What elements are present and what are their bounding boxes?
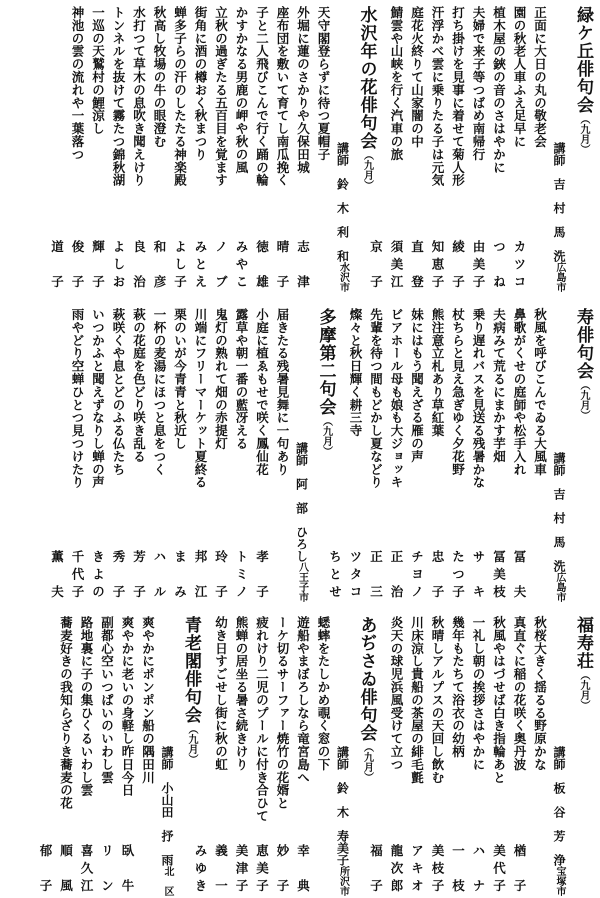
- haiku-author: 忠 子: [430, 549, 445, 602]
- club-title-column: [570, 616, 596, 896]
- leader-city: 宝塚市: [554, 866, 565, 896]
- haiku-text: ーケ切るサーファー焼竹の花婿と: [275, 616, 290, 810]
- haiku-text: 川床涼し貴船の茶屋の緋毛氈: [409, 616, 425, 784]
- club-leader: [551, 452, 568, 602]
- haiku-author: 郁 子: [38, 843, 53, 896]
- haiku-text: 幼き日すごせし街に秋の虹: [213, 616, 229, 771]
- haiku-author: ツタコ: [348, 549, 363, 602]
- haiku-text: 萩咲くや息とどのふる仏たち: [111, 308, 126, 476]
- haiku-column: [193, 616, 231, 896]
- haiku-column: [49, 6, 88, 292]
- tier-middle: [0, 308, 600, 602]
- haiku-author: 正 三: [368, 549, 384, 602]
- haiku-text: 一巡の天鷲村の鯉涼し: [90, 6, 106, 135]
- haiku-author: 正 治: [389, 549, 404, 602]
- club-leader: [551, 142, 568, 292]
- club-title: 多摩第二句会: [315, 308, 336, 416]
- haiku-club: [327, 308, 597, 602]
- haiku-text: 汗浮かべ雲に乗りたる子は元気: [430, 6, 445, 187]
- club-title-column: [178, 616, 204, 896]
- haiku-text: 蟋蟀をたしかめ覗く窓の下: [316, 616, 331, 771]
- tier-top: [0, 6, 600, 292]
- haiku-text: 植木屋の鋏の音のさはやかに: [491, 6, 507, 174]
- club-title: 寿俳句会: [573, 308, 593, 380]
- club-title-column: [570, 308, 596, 602]
- leader-name: 講師 吉 村 馬 洗: [552, 452, 566, 572]
- haiku-text: 萩の花庭を色どり咲き乱る: [131, 308, 147, 463]
- haiku-author: 美津子: [234, 843, 249, 896]
- club-title-column: [354, 616, 380, 896]
- haiku-text: 神池の雲の流れや一葉落つ: [70, 6, 85, 161]
- haiku-author: 輝 子: [90, 239, 106, 292]
- haiku-text: 秋風を呼びこんでゐる大風車: [532, 308, 548, 476]
- haiku-author: ちとせ: [327, 549, 343, 602]
- haiku-text: 一杯の麦湯にほつと息をつく: [152, 308, 167, 476]
- haiku-column: [368, 6, 407, 292]
- club-title: 水沢年の花俳句会: [356, 6, 377, 150]
- leader-city: 北 区: [162, 866, 173, 896]
- haiku-author: カツコ: [512, 239, 527, 292]
- haiku-author: 由美子: [471, 239, 486, 292]
- haiku-text: 疲れけり二児のプールに付き合ひて: [254, 616, 270, 823]
- haiku-text: 街角に酒の樽おく秋まつり: [193, 6, 208, 161]
- haiku-author: 臥 牛: [120, 843, 135, 896]
- haiku-author: 秀 子: [111, 549, 126, 602]
- haiku-author: アキオ: [409, 843, 425, 896]
- leader-name: 講師 板 谷 芳 浄: [552, 746, 566, 866]
- haiku-text: 爽やかにポンポン船の隅田川: [140, 616, 156, 784]
- haiku-author: 京 子: [368, 239, 384, 292]
- haiku-author: 和 彦: [152, 239, 167, 292]
- haiku-text: 露草や朝一番の藍冴える: [234, 308, 249, 450]
- haiku-club: [38, 616, 204, 896]
- club-leader-column: [292, 308, 313, 602]
- haiku-author: 一 枝: [450, 843, 466, 896]
- haiku-author: みとえ: [193, 239, 208, 292]
- haiku-author: 幸 典: [295, 843, 311, 896]
- haiku-text: 爽やかに老いの身軽し昨日今日: [120, 616, 135, 797]
- haiku-author: 千代子: [70, 549, 85, 602]
- haiku-author: チヨノ: [409, 549, 425, 602]
- haiku-author: 知恵子: [430, 239, 445, 292]
- haiku-column: [327, 308, 366, 602]
- club-month: （九月）: [578, 380, 589, 420]
- haiku-text: 秋桜大きく揺るる野原かな: [532, 616, 548, 771]
- haiku-author: 徳 雄: [254, 239, 270, 292]
- haiku-text: 蝉多子らの汗のしたたる神楽殿: [172, 6, 188, 187]
- haiku-text: 外堀に蓮のさかりや久保田城: [295, 6, 311, 174]
- haiku-author: 義 一: [213, 843, 229, 896]
- haiku-author: ハ ナ: [471, 843, 486, 896]
- haiku-author: 美代子: [491, 843, 507, 896]
- haiku-text: 夫病みて荒るにまかす芋畑: [491, 308, 507, 463]
- haiku-author: みゆき: [193, 843, 208, 896]
- haiku-text: 熊蝉の居坐る暑さ続きけり: [234, 616, 249, 771]
- leader-name: 講師 吉 村 馬 洗: [552, 142, 566, 262]
- haiku-club: [368, 6, 597, 292]
- haiku-text: 天守閣登らずに待つ夏帽子: [316, 6, 331, 161]
- club-title: 緑ケ丘俳句会: [573, 6, 593, 114]
- club-title-column: [313, 308, 339, 602]
- club-leader: [335, 142, 352, 292]
- club-title: 福寿荘: [573, 616, 593, 670]
- haiku-text: 乗り遅れバスを見送る残暑かな: [471, 308, 486, 489]
- haiku-text: 鯖雲や山峡を行く汽車の旅: [389, 6, 404, 161]
- haiku-text: 杖ちらと見え急ぎゆく夕花野: [450, 308, 466, 476]
- haiku-text: 副都心空いつぱいのいわし雲: [99, 616, 115, 784]
- club-leader-column: [550, 616, 571, 896]
- club-leader: [551, 746, 568, 896]
- haiku-author: よし子: [172, 239, 188, 292]
- haiku-author: ま み: [172, 549, 188, 602]
- haiku-text: 真直ぐに稲の花咲く奥丹波: [512, 616, 527, 771]
- leader-city: 広島市: [554, 572, 565, 602]
- club-leader-column: [333, 6, 354, 292]
- haiku-author: 福 子: [368, 843, 384, 896]
- haiku-column: [49, 308, 88, 602]
- haiku-author: 恵美子: [254, 843, 270, 896]
- club-month: （九月）: [578, 114, 589, 154]
- haiku-author: 冨美枝: [491, 549, 507, 602]
- club-title: 青老閣俳句会: [181, 616, 201, 724]
- club-month: （九月）: [320, 416, 332, 456]
- leader-name: 講師 阿 部 ひろし: [294, 442, 309, 562]
- club-leader-column: [550, 308, 571, 602]
- haiku-text: 遊船やまぼろしなら竜宮島へ: [295, 616, 311, 784]
- haiku-author: 直 登: [409, 239, 425, 292]
- haiku-text: 川端にフリーマーケット夏終る: [193, 308, 208, 489]
- tier-bottom: [0, 616, 600, 896]
- haiku-author: 龍次郎: [389, 843, 404, 896]
- haiku-author: 楢 子: [512, 843, 527, 896]
- haiku-author: 俊 子: [70, 239, 85, 292]
- leader-name: 講師 鈴 木 寿美子: [335, 746, 350, 866]
- haiku-author: 妙 子: [275, 843, 290, 896]
- haiku-text: 幾年もたちて浴衣の幼柄: [450, 616, 466, 758]
- club-month: （九月）: [186, 724, 197, 764]
- haiku-text: 園の秋老人車ふえ足早に: [512, 6, 527, 148]
- haiku-author: よしお: [111, 239, 126, 292]
- haiku-text: 秋晴しアルプスの天回し飲む: [430, 616, 445, 784]
- haiku-text: 路地裏に子の集ひくるいわし雲: [79, 616, 94, 797]
- haiku-text: 鼻歌がくせの庭師や松手入れ: [512, 308, 527, 476]
- haiku-author: 晴 子: [275, 239, 290, 292]
- haiku-author: きよの: [90, 549, 106, 602]
- haiku-text: 栗のいが今青青と秋近し: [172, 308, 188, 450]
- haiku-text: 妹にはもう聞えざる雁の声: [409, 308, 425, 463]
- club-title: あぢさゐ俳句会: [356, 616, 377, 742]
- haiku-author: トミノ: [234, 549, 249, 602]
- haiku-author: 薫 夫: [49, 549, 65, 602]
- haiku-author: 志 津: [295, 239, 311, 292]
- haiku-text: 秋高し牧場の牛の眼澄む: [152, 6, 167, 148]
- leader-name: 講師 小山田 抒 雨: [160, 746, 174, 866]
- haiku-column: [368, 616, 407, 896]
- haiku-author: ノ ブ: [213, 239, 229, 292]
- haiku-author: 良 治: [131, 239, 147, 292]
- haiku-column: [38, 616, 76, 896]
- leader-city: 広島市: [554, 262, 565, 292]
- leader-city: 所沢市: [337, 866, 349, 896]
- haiku-text: 水打つて草木の息吹き聞えけり: [131, 6, 147, 187]
- haiku-text: いつかふと聞えずなりし蝉の声: [90, 308, 106, 489]
- haiku-text: 先輩を待つ間もどかし夏などり: [368, 308, 384, 489]
- haiku-text: 座布団を敷いて育てし南瓜挽く: [275, 6, 290, 187]
- haiku-author: 邦 江: [193, 549, 208, 602]
- haiku-text: 雨やどり空蝉ひとつ見つけたり: [70, 308, 85, 489]
- haiku-text: 立秋の過ぎたる五百目を覚ます: [213, 6, 229, 187]
- club-title-column: [354, 6, 380, 292]
- club-leader-column: [550, 6, 571, 292]
- haiku-text: 熊注意立札あり草紅葉: [430, 308, 445, 437]
- haiku-text: 一礼し朝の挨拶さはやかに: [471, 616, 486, 771]
- haiku-text: ビアホール母も娘も大ジョッキ: [389, 308, 404, 489]
- haiku-text: 燦々と秋日輝く耕三寺: [348, 308, 363, 437]
- haiku-text: 夫婦で来子等つばめ南帰行: [471, 6, 486, 161]
- leader-city: 八王子市: [296, 562, 308, 602]
- haiku-text: 小庭に植ゑもせで咲く鳳仙花: [254, 308, 270, 476]
- club-month: （九月）: [361, 742, 373, 782]
- haiku-author: ハ ル: [152, 549, 167, 602]
- haiku-text: かすかなる男鹿の岬や秋の風: [234, 6, 249, 174]
- haiku-text: 正面に大日の丸の敬老会: [532, 6, 548, 148]
- haiku-author: 須美江: [389, 239, 404, 292]
- club-leader: [294, 442, 311, 602]
- club-leader: [159, 746, 176, 896]
- haiku-club: [368, 616, 597, 896]
- leader-city: 水沢市: [337, 262, 349, 292]
- leader-name: 講師 鈴 木 利 和: [335, 142, 350, 262]
- haiku-text: 届きたる残暑見舞に一句あり: [275, 308, 290, 476]
- haiku-author: 玲 子: [213, 549, 229, 602]
- club-leader-column: [333, 616, 354, 896]
- haiku-author: 喜久江: [79, 843, 94, 896]
- haiku-author: サ キ: [471, 549, 486, 602]
- haiku-text: 打ち掛けを見事に着せて菊人形: [450, 6, 466, 187]
- haiku-text: 子と二人飛びこんで行く踊の輪: [254, 6, 270, 187]
- haiku-club: [49, 6, 380, 292]
- haiku-text: 鬼灯の熟れて畑の赤提灯: [213, 308, 229, 450]
- haiku-author: 綾 子: [450, 239, 466, 292]
- haiku-author: 冨 夫: [512, 549, 527, 602]
- club-leader-column: [158, 616, 179, 896]
- haiku-author: 道 子: [49, 239, 65, 292]
- club-leader: [335, 746, 352, 896]
- haiku-text: トンネルを抜けて霧たつ錦秋湖: [111, 6, 126, 187]
- haiku-author: つ ね: [491, 239, 507, 292]
- haiku-club: [193, 616, 380, 896]
- haiku-author: リ ン: [99, 843, 115, 896]
- club-month: （九月）: [361, 150, 373, 190]
- club-month: （九月）: [578, 670, 589, 710]
- club-title-column: [570, 6, 596, 292]
- haiku-author: みやこ: [234, 239, 249, 292]
- haiku-text: 蕎麦好きの我知らざりき蕎麦の花: [58, 616, 74, 810]
- haiku-club: [49, 308, 339, 602]
- haiku-text: 炎天の球児浜風受けて立つ: [389, 616, 404, 771]
- haiku-author: 美枝子: [430, 843, 445, 896]
- haiku-author: 順 風: [58, 843, 74, 896]
- haiku-text: 秋風やはづせば白き指輪あと: [491, 616, 507, 784]
- haiku-author: 芳 子: [131, 549, 147, 602]
- haiku-text: 庭花火終りて山家闇の中: [409, 6, 425, 148]
- haiku-author: たつ子: [450, 549, 466, 602]
- haiku-author: 孝 子: [254, 549, 270, 602]
